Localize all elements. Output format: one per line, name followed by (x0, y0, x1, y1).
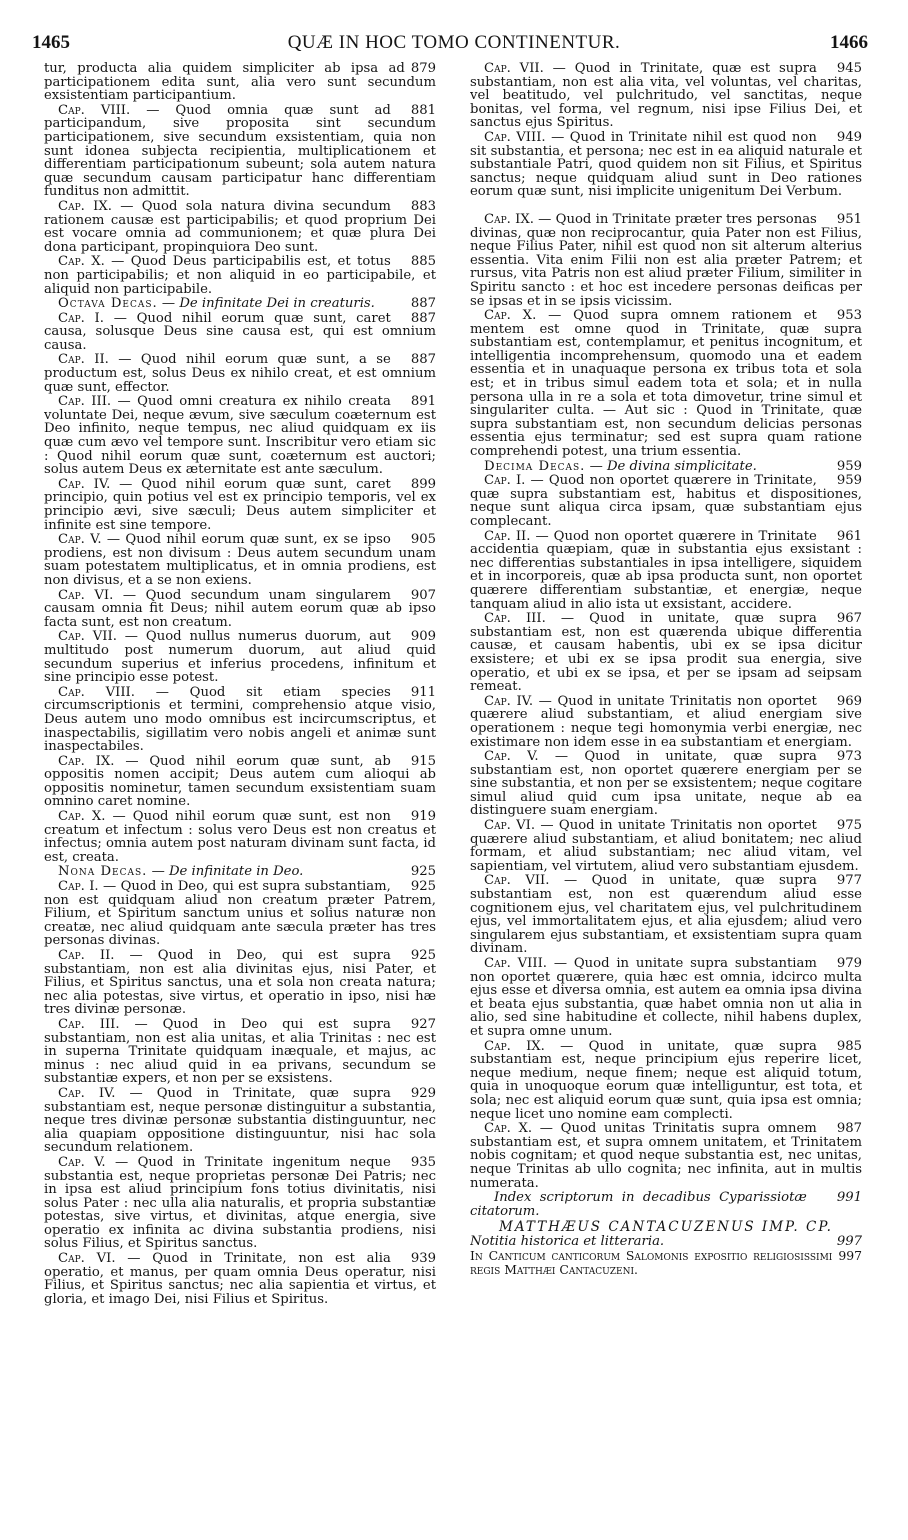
toc-entry-text: tur, producta alia quidem simpliciter ab ipsa ad participationem edita sunt, alia vero sunt secundum exsistentiam participantium. (44, 62, 436, 104)
chapter-label: Cap. I. (58, 879, 99, 895)
toc-entry-text: Quod sola natura divina secundum rationem causæ est participabilis; et quod proprium Dei est vocare omnia ad communionem; et quæ plura Dei dona participant, propinquiora Deo sunt. (44, 198, 436, 255)
toc-page-number: 967 (836, 611, 862, 627)
toc-page-number: 985 (836, 1038, 862, 1054)
toc-entry-text: Quod nihil eorum quæ sunt, ex se ipso prodiens, est non divisum : Deus autem secundum unam suam potestatem multiplicatus, et in omnia prodiens, est non divisus, et a se non exiens. (44, 532, 436, 588)
toc-page-number: 927 (410, 1016, 436, 1032)
toc-entry-text: Quod in unitate, quæ supra substantiam est, non oportet quærere energiam per se sine substantia, et non per se exsistentem; neque cogitare simul aliud quid cum ipsa unitate, neque ab ea distinguere suam energiam. (470, 749, 862, 819)
toc-entry-text: Quod nihil eorum quæ sunt, ab oppositis nomen accipit; Deus autem cum alioqui ab oppositis nominetur, tamen secundum exsistentiam suam omnino caret nomine. (44, 753, 436, 810)
chapter-label: Cap. V. (484, 749, 539, 765)
toc-entry-text: Quod in Trinitate nihil est quod non sit substantia, et persona; nec est in ea aliquid naturale et substantiale Patri, quod quidem non sit Filius, et Spiritus sanctus; neque quidquam aliud sunt in Deo rationes eorum quæ sunt, nisi implicite unigenitum Dei Verbum. (470, 129, 862, 200)
notitia-entry (470, 1235, 862, 1249)
chapter-label: Cap. VII. (484, 873, 550, 889)
chapter-label: Cap. IX. (484, 211, 534, 227)
toc-page-number: 887 (410, 296, 436, 312)
toc-entry-text: In Canticum canticorum Salomonis expositio religiosissimi regis Matthæi Cantacuzeni. (470, 1248, 833, 1278)
chapter-label: Cap. X. (58, 254, 105, 270)
toc-page-number: 907 (410, 587, 436, 603)
toc-entry: 919 Cap. X. — Quod nihil eorum quæ sunt, est non creatum et infectum : solus vero Deus est non creatus et infectus; omnia autem post naturam divinam sunt facta, id est, creata. (44, 809, 436, 865)
toc-page-number: 887 (410, 310, 436, 326)
chapter-label: Cap. V. (58, 1154, 106, 1170)
toc-entry: 961 Cap. II. — Quod non oportet quærere in Trinitate accidentia quæpiam, quæ in substantia ejus exsistant : nec differentias substantiales in ipsa intelligere, siquidem et in incorporeis, quæ ab ipsa producta sunt, non oportet quærere differentiam substantiæ, et energiæ, neque tanquam aliud in alio ista ut exsistant, accidere. (470, 528, 862, 612)
decas-heading: 887 Octava Decas. — De infinitate Dei in creaturis. (58, 296, 436, 312)
chapter-label: Cap. IX. (58, 198, 112, 214)
toc-entry: 899 Cap. IV. — Quod nihil eorum quæ sunt, caret principio, quin potius vel est ex principio temporis, vel ex principio ævi, sive sæculi; Deus autem simpliciter et infinite est sine tempore. (44, 476, 436, 533)
toc-page-number: 991 (836, 1190, 862, 1206)
toc-entry-text: Quod nihil eorum quæ sunt, est non creatum et infectum : solus vero Deus est non creatus et infectus; omnia autem post naturam divinam sunt facta, id est, creata. (44, 809, 436, 865)
chapter-label: Cap. VII. (484, 62, 544, 76)
decas-label: Nona Decas. (58, 864, 148, 880)
left-column (44, 62, 436, 1532)
chapter-label: Cap. VIII. (58, 684, 135, 700)
toc-entry-text: Quod in Trinitate ingenitum neque substantia est, neque proprietas personæ Dei Patris; nec in ipsa est aliud principium fons totius divinitatis, nisi solus Pater : nec ulla alia naturalis, et propria substantiæ potestas, sive virtus, et divinitas, atque energia, sive operatio ex infinita ac divina substantia prodiens, nisi solus Filius, et Spiritus sanctus. (44, 1154, 436, 1252)
toc-entry: 979 Cap. VIII. — Quod in unitate supra substantiam non oportet quærere, quia hæc est omnia, idcirco multa ejus esse et diversa omnia, est autem ea omnia ipsa divina et beata ejus substantia, quæ habet omnia non ut alia in alio, sed sine habitudine et collecte, nihil habens duplex, et supra omne unum. (470, 956, 862, 1039)
author-heading: MATTHÆUS CANTACUZENUS IMP. CP. (499, 1219, 833, 1236)
toc-entry: 929 Cap. IV. — Quod in Trinitate, quæ supra substantiam est, neque personæ distinguitur a substantia, neque tres divinæ personæ substantia distinguuntur, nec alia quapiam oppositione distinguuntur, nisi hac sola secundum relationem. (44, 1085, 436, 1156)
toc-entry: 987 Cap. X. — Quod unitas Trinitatis supra omnem substantiam est, et supra omnem unitatem, et Trinitatem nobis cognitam; et quod neque substantia est, nec unitas, neque Trinitas ab ullo cognita; nec infinita, aut in multis numerata. (470, 1121, 862, 1191)
toc-entry-text: Quod nihil eorum quæ sunt, a se productum est, solus Deus ex nihilo creat, et est omnium quæ sunt, effector. (44, 352, 436, 395)
decas-label: Decima Decas. (484, 458, 586, 474)
toc-entry-text: Quod nihil eorum quæ sunt, caret principio, quin potius vel est ex principio temporis, vel ex principio ævi, sive sæculi; Deus autem simpliciter et infinite est sine tempore. (44, 476, 436, 533)
toc-entry: 927 Cap. III. — Quod in Deo qui est supra substantiam, non est alia unitas, et alia Trinitas : nec est in superna Trinitate quidquam inæquale, et majus, ac minus : nec aliud quid in ea privans, secundum se substantiæ expers, et non per se exsistens. (44, 1016, 436, 1087)
toc-entry-text: Quod in Trinitate, quæ supra substantiam est, neque personæ distinguitur a substantia, neque tres divinæ personæ substantia distinguuntur, nec alia quapiam oppositione distinguuntur, nisi hac sola secundum relationem. (44, 1085, 436, 1156)
chapter-label: Cap. I. (484, 473, 526, 489)
running-title: QUÆ IN HOC TOMO CONTINENTUR. (287, 32, 621, 53)
toc-entry: 911 Cap. VIII. — Quod sit etiam species circumscriptionis et termini, comprehensio atque visio, Deus autem uno modo omnibus est incircumscriptus, et inaspectabilis, sigillatim vero nobis angeli et animæ sunt inaspectabiles. (44, 684, 436, 755)
toc-page-number: 881 (410, 102, 436, 118)
toc-page-number: 925 (410, 864, 436, 880)
toc-entry: 915 Cap. IX. — Quod nihil eorum quæ sunt, ab oppositis nomen accipit; Deus autem cum alioqui ab oppositis nominetur, tamen secundum exsistentiam suam omnino caret nomine. (44, 753, 436, 810)
toc-entry: 891 Cap. III. — Quod omni creatura ex nihilo creata voluntate Dei, neque ævum, sive sæculum coæternum est Deo infinito, neque tempus, nec aliud quidquam ex iis quæ cum ævo vel tempore sunt. Inscribitur vero etiam sic : Quod nihil eorum quæ sunt, coæternum est auctori; solus autem Deus ex æternitate est ante sæculum. (44, 394, 436, 478)
toc-entry-text: Quod in Trinitate præter tres personas divinas, quæ non reciprocantur, quia Pater non est Filius, neque Filius Pater, nihil est quod non sit alterum alterius essentia. Vita enim Filii non est alia præter Patrem; et rursus, vita Patris non est aliud præter Filium, similiter in Spiritu sancto : et hoc est incedere personas deificas per se ipsas et in se ipsis vicissim. (470, 211, 862, 309)
chapter-label: Cap. IV. (484, 693, 534, 709)
toc-entry: 881 Cap. VIII. — Quod omnia quæ sunt ad participandum, sive proposita sint secundum participationem, sive secundum exsistentiam, quia non sunt idonea subjecta recipientia, multiplicationem et differentiam participationum subeunt; sola autem natura quæ secundum causam participatur hanc differentiam funditus non admittit. (44, 102, 436, 200)
toc-page-number: 929 (410, 1085, 436, 1101)
chapter-label: Cap. X. (484, 308, 537, 324)
chapter-label: Cap. V. (58, 532, 102, 548)
toc-entry: 883 Cap. IX. — Quod sola natura divina secundum rationem causæ est participabilis; et quod proprium Dei est vocare omnia ad communionem; et quæ plura Dei dona participant, propinquiora Deo sunt. (44, 198, 436, 255)
chapter-label: Cap. III. (58, 1016, 120, 1032)
page-number-left: 1465 (32, 32, 70, 53)
toc-page-number: 887 (410, 352, 436, 368)
toc-entry: 925 Cap. I. — Quod in Deo, qui est supra substantiam, non est quidquam aliud non creatum præter Patrem, Filium, et Spiritum sanctum unius et solius naturæ non creatæ, nec aliud quidquam ante sæcula præter has tres personas divinas. (44, 879, 436, 949)
toc-entry-text: Quod secundum unam singularem causam omnia fit Deus; nihil autem eorum quæ ab ipso facta sunt, est non creatum. (44, 587, 436, 630)
toc-page-number: 977 (836, 873, 862, 889)
toc-entry: 985 Cap. IX. — Quod in unitate, quæ supra substantiam est, neque principium ejus reperire licet, neque medium, neque finem; neque est aliquid totum, quia in unoquoque eorum quæ intelliguntur, est tota, et sola; nec est aliquid eorum quæ sunt, quia ipsa est omnia; neque licet uno nomine eam complecti. (470, 1038, 862, 1122)
toc-page-number: 915 (410, 753, 436, 769)
decas-title: De divina simplicitate. (606, 458, 757, 474)
chapter-label: Cap. VI. (58, 587, 114, 603)
toc-entry-text: Quod in Trinitate, non est alia operatio, et manus, per quam omnia Deus operatur, nisi Filius, et Spiritus sanctus; nec alia sapientia et virtus, et gloria, et imago Dei, nisi Filius et Spiritus. (44, 1251, 436, 1307)
page-number-right: 1466 (830, 32, 868, 53)
toc-entry: 977 Cap. VII. — Quod in unitate, quæ supra substantiam est, non est quærendum aliud esse cognitionem ejus, vel charitatem ejus, vel pulchritudinem ejus, vel immortalitatem ejus, et alia ejusdem; aliud vero singularem ejus substantiam, et exsistentiam supra quam divinam. (470, 873, 862, 957)
index-entry (470, 1191, 862, 1218)
toc-page-number: 879 (410, 62, 436, 76)
decas-heading: 925 Nona Decas. — De infinitate in Deo. (58, 864, 436, 880)
toc-entry: 969 Cap. IV. — Quod in unitate Trinitatis non oportet quærere aliud substantiam, et aliud energiam sive operationem : neque tegi homonymia verbi energiæ, nec existimare non idem esse in ea substantiam et energiam. (470, 693, 862, 750)
toc-entry: 945 Cap. VII. — Quod in Trinitate, quæ est supra substantiam, non est alia vita, vel voluntas, vel charitas, vel beatitudo, vel pulchritudo, vel sanctitas, neque bonitas, vel forma, vel regnum, nisi ipse Filius Dei, et sanctus ejus Spiritus. (470, 62, 862, 131)
chapter-label: Cap. I. (58, 310, 104, 326)
toc-page-number: 925 (410, 879, 436, 895)
toc-entry-text: Quod omnia quæ sunt ad participandum, sive proposita sint secundum participationem, sive secundum exsistentiam, quia non sunt idonea subjecta recipientia, multiplicationem et differentiam participationum subeunt; sola autem natura quæ secundum causam participatur hanc differentiam funditus non admittit. (44, 102, 436, 200)
chapter-label: Cap. VIII. (484, 956, 547, 971)
toc-entry: 959 Cap. I. — Quod non oportet quærere in Trinitate, quæ supra substantiam est, habitus et dispositiones, neque sunt aliqua circa ipsam, quæ substantiam ejus complecant. (470, 473, 862, 529)
toc-page-number: 959 (836, 458, 862, 474)
toc-entry: 887 Cap. II. — Quod nihil eorum quæ sunt, a se productum est, solus Deus ex nihilo creat, et est omnium quæ sunt, effector. (44, 352, 436, 395)
toc-page-number: 997 (836, 1233, 862, 1249)
toc-page-number: 945 (836, 62, 862, 76)
chapter-label: Cap. IX. (58, 753, 115, 769)
toc-entry-text: Quod unitas Trinitatis supra omnem substantiam est, et supra omnem unitatem, et Trinitatem nobis cognitam; et quod neque substantia est, nec unitas, neque Trinitas ab ullo cognita; nec infinita, aut in multis numerata. (470, 1121, 862, 1191)
toc-entry: 887 Cap. I. — Quod nihil eorum quæ sunt, caret causa, solusque Deus sine causa est, qui est omnium causa. (44, 310, 436, 353)
chapter-label: Cap. III. (58, 394, 112, 410)
decas-title: De infinitate Dei in creaturis. (179, 296, 375, 312)
toc-entry-text: Quod in unitate, quæ supra substantiam est, non est quærenda ubique differentia causæ, et causam habentis, ubi ex se ipsa dicitur exsistere; et ubi ex se ipsa prodit sua energia, sive operatio, et ubi ex se ipsa, et per se ipsam ad seipsam remeat. (470, 611, 862, 695)
toc-page-number: 979 (836, 956, 862, 971)
toc-entry-text: Quod in unitate Trinitatis non oportet quærere aliud substantiam, et aliud bonitatem; nec aliud formam, et aliud substantiam; nec aliud vitam, vel sapientiam, vel virtutem, aliud vero substantiam ejusdem. (470, 818, 862, 874)
toc-entry-text: Quod non oportet quærere in Trinitate accidentia quæpiam, quæ in substantia ejus exsistant : nec differentias substantiales in ipsa intelligere, siquidem et in incorporeis, quæ ab ipsa producta sunt, non oportet quærere differentiam substantiæ, et energiæ, neque tanquam aliud in alio ista ut exsistant, accidere. (470, 528, 862, 612)
toc-page-number: 935 (410, 1154, 436, 1170)
toc-entry-text: Index scriptorum in decadibus Cyparissiotæ citatorum. (470, 1190, 807, 1219)
decas-heading: 959 Decima Decas. — De divina simplicitate. (484, 458, 862, 474)
toc-entry: 905 Cap. V. — Quod nihil eorum quæ sunt, ex se ipso prodiens, est non divisum : Deus autem secundum unam suam potestatem multiplicatus, et in omnia prodiens, est non divisus, et a se non exiens. (44, 532, 436, 588)
chapter-label: Cap. III. (484, 611, 546, 627)
toc-entry-text: Quod in Deo qui est supra substantiam, non est alia unitas, et alia Trinitas : nec est in superna Trinitate quidquam inæquale, et majus, ac minus : nec aliud quid in ea privans, secundum se substantiæ expers, et non per se exsistens. (44, 1016, 436, 1087)
chapter-label: Cap. II. (58, 352, 109, 368)
chapter-label: Cap. IV. (58, 1085, 116, 1101)
toc-page-number: 959 (836, 473, 862, 489)
chapter-label: Cap. VI. (58, 1251, 116, 1267)
toc-entry: 949 Cap. VIII. — Quod in Trinitate nihil est quod non sit substantia, et persona; nec est in ea aliquid naturale et substantiale Patri, quod quidem non sit Filius, et Spiritus sanctus; neque quidquam aliud sunt in Deo rationes eorum quæ sunt, nisi implicite unigenitum Dei Verbum. (470, 129, 862, 200)
toc-entry-text: Quod in unitate supra substantiam non oportet quærere, quia hæc est omnia, idcirco multa ejus esse et diversa omnia, est autem ea omnia ipsa divina et beata ejus substantia, quæ habet omnia non ut alia in alio, sed sine habitudine et collecte, nihil habens duplex, et supra omne unum. (470, 956, 862, 1039)
toc-page-number: 905 (410, 532, 436, 548)
toc-entry: 935 Cap. V. — Quod in Trinitate ingenitum neque substantia est, neque proprietas personæ Dei Patris; nec in ipsa est aliud principium fons totius divinitatis, nisi solus Pater : nec ulla alia naturalis, et propria substantiæ potestas, sive virtus, et divinitas, atque energia, sive operatio ex infinita ac divina substantia prodiens, nisi solus Filius, et Spiritus sanctus. (44, 1154, 436, 1252)
toc-page-number: 899 (410, 476, 436, 492)
toc-page-number: 885 (410, 254, 436, 270)
toc-page-number: 891 (410, 394, 436, 410)
toc-entry: 925 Cap. II. — Quod in Deo, qui est supra substantiam, non est alia divinitas ejus, nisi Pater, et Filius, et Spiritus sanctus, una et sola non creata natura; nec alia potestas, sive virtus, et operatio in ipso, nisi hæ tres divinæ personæ. (44, 948, 436, 1018)
toc-page-number: 961 (836, 528, 862, 544)
toc-entry-text: Quod nihil eorum quæ sunt, caret causa, solusque Deus sine causa est, qui est omnium causa. (44, 310, 436, 353)
chapter-label: Cap. IX. (484, 1038, 545, 1054)
chapter-label: Cap. X. (484, 1121, 533, 1137)
page-header (0, 32, 908, 62)
toc-entry: 907 Cap. VI. — Quod secundum unam singularem causam omnia fit Deus; nihil autem eorum quæ ab ipso facta sunt, est non creatum. (44, 587, 436, 630)
toc-entry-text: Quod in Trinitate, quæ est supra substantiam, non est alia vita, vel voluntas, vel charitas, vel beatitudo, vel pulchritudo, vel sanctitas, neque bonitas, vel forma, vel regnum, nisi ipse Filius Dei, et sanctus ejus Spiritus. (470, 62, 862, 131)
toc-entry-text: Quod nullus numerus duorum, aut multitudo post numerum duorum, aut aliud quid secundum superius et inferius procedens, infinitum et sine principio esse potest. (44, 629, 436, 686)
chapter-label: Cap. II. (58, 948, 115, 963)
toc-entry-text: Quod supra omnem rationem et mentem est omne quod in Trinitate, quæ supra substantiam est, contemplamur, et penitus incognitum, et intelligentia incomprehensum, quomodo una et eadem essentia et in unaquaque persona ex tribus tota et sola est; et in tribus simul eadem tota et sola; et in nulla persona ulla in re a sola et tota dimovetur, trine simul et singulariter culta. — Aut sic : Quod in Trinitate, quæ supra substantiam est, non secundum delicias personas essentia ejus terminatur; sed est supra quam ratione comprehendi potest, una trium essentia. (470, 308, 862, 460)
toc-entry: 939 Cap. VI. — Quod in Trinitate, non est alia operatio, et manus, per quam omnia Deus operatur, nisi Filius, et Spiritus sanctus; nec alia sapientia et virtus, et gloria, et imago Dei, nisi Filius et Spiritus. (44, 1251, 436, 1307)
toc-page-number: 973 (836, 749, 862, 765)
chapter-label: Cap. X. (58, 809, 106, 825)
chapter-label: Cap. VIII. (484, 129, 546, 145)
toc-page-number: 975 (836, 818, 862, 834)
toc-entry-text: Quod omni creatura ex nihilo creata voluntate Dei, neque ævum, sive sæculum coæternum est Deo infinito, neque tempus, nec aliud quidquam ex iis quæ cum ævo vel tempore sunt. Inscribitur vero etiam sic : Quod nihil eorum quæ sunt, coæternum est auctori; solus autem Deus ex æternitate est ante sæculum. (44, 394, 436, 478)
toc-page-number: 919 (410, 809, 436, 825)
toc-entry: 909 Cap. VII. — Quod nullus numerus duorum, aut multitudo post numerum duorum, aut aliud quid secundum superius et inferius procedens, infinitum et sine principio esse potest. (44, 629, 436, 686)
toc-entry (44, 62, 436, 103)
toc-entry-text: Quod in unitate Trinitatis non oportet quærere aliud substantiam, et aliud energiam sive operationem : neque tegi homonymia verbi energiæ, nec existimare non idem esse in ea substantiam et energiam. (470, 693, 862, 750)
toc-entry-text: Quod sit etiam species circumscriptionis et termini, comprehensio atque visio, Deus autem uno modo omnibus est incircumscriptus, et inaspectabilis, sigillatim vero nobis angeli et animæ sunt inaspectabiles. (44, 684, 436, 755)
toc-entry-text: Quod non oportet quærere in Trinitate, quæ supra substantiam est, habitus et dispositiones, neque sunt aliqua circa ipsam, quæ substantiam ejus complecant. (470, 473, 862, 529)
work-entry (470, 1249, 862, 1276)
toc-page-number: 951 (836, 211, 862, 227)
decas-title: De infinitate in Deo. (168, 864, 304, 880)
toc-entry: 885 Cap. X. — Quod Deus participabilis est, et totus non participabilis; et non aliquid in eo participabile, et aliquid non participabile. (44, 254, 436, 297)
toc-entry-text: Quod in unitate, quæ supra substantiam est, neque principium ejus reperire licet, neque medium, neque finem; neque est aliquid totum, quia in unoquoque eorum quæ intelliguntur, est tota, et sola; nec est aliquid eorum quæ sunt, quia ipsa est omnia; neque licet uno nomine eam complecti. (470, 1038, 862, 1122)
toc-entry: 975 Cap. VI. — Quod in unitate Trinitatis non oportet quærere aliud substantiam, et aliud bonitatem; nec aliud formam, et aliud substantiam; nec aliud vitam, vel sapientiam, vel virtutem, aliud vero substantiam ejusdem. (470, 818, 862, 874)
toc-entry-text: Quod in unitate, quæ supra substantiam est, non est quærendum aliud esse cognitionem ejus, vel charitatem ejus, vel pulchritudinem ejus, vel immortalitatem ejus, et alia ejusdem; aliud vero singularem ejus substantiam, et exsistentiam supra quam divinam. (470, 873, 862, 957)
toc-page-number: 997 (838, 1248, 862, 1264)
toc-entry-text: Quod in Deo, qui est supra substantiam, non est alia divinitas ejus, nisi Pater, et Filius, et Spiritus sanctus, una et sola non creata natura; nec alia potestas, sive virtus, et operatio in ipso, nisi hæ tres divinæ personæ. (44, 948, 436, 1018)
toc-page-number: 987 (836, 1121, 862, 1137)
toc-entry: 953 Cap. X. — Quod supra omnem rationem et mentem est omne quod in Trinitate, quæ supra substantiam est, contemplamur, et penitus incognitum, et intelligentia incomprehensum, quomodo una et eadem essentia et in unaquaque persona ex tribus tota et sola est; et in tribus simul eadem tota et sola; et in nulla persona ulla in re a sola et tota dimovetur, trine simul et singulariter culta. — Aut sic : Quod in Trinitate, quæ supra substantiam est, non secundum delicias personas essentia ejus terminatur; sed est supra quam ratione comprehendi potest, una trium essentia. (470, 308, 862, 460)
toc-page-number: 953 (836, 308, 862, 324)
toc-page-number: 925 (410, 948, 436, 963)
toc-entry: 973 Cap. V. — Quod in unitate, quæ supra substantiam est, non oportet quærere energiam per se sine substantia, et non per se exsistentem; neque cogitare simul aliud quid cum ipsa unitate, neque ab ea distinguere suam energiam. (470, 749, 862, 819)
toc-entry-text: Quod Deus participabilis est, et totus non participabilis; et non aliquid in eo participabile, et aliquid non participabile. (44, 254, 436, 297)
chapter-label: Cap. VIII. (58, 102, 131, 118)
chapter-label: Cap. II. (484, 528, 531, 544)
toc-page-number: 883 (410, 198, 436, 214)
toc-page-number: 909 (410, 629, 436, 645)
chapter-label: Cap. VII. (58, 629, 117, 645)
toc-entry-text: Quod in Deo, qui est supra substantiam, non est quidquam aliud non creatum præter Patrem, Filium, et Spiritum sanctum unius et solius naturæ non creatæ, nec aliud quidquam ante sæcula præter has tres personas divinas. (44, 879, 436, 949)
chapter-label: Cap. IV. (58, 476, 111, 492)
toc-page-number: 969 (836, 693, 862, 709)
toc-entry: 967 Cap. III. — Quod in unitate, quæ supra substantiam est, non est quærenda ubique differentia causæ, et causam habentis, ubi ex se ipsa dicitur exsistere; et ubi ex se ipsa prodit sua energia, sive operatio, et ubi ex se ipsa, et per se ipsam ad seipsam remeat. (470, 611, 862, 695)
toc-page-number: 939 (410, 1251, 436, 1267)
toc-page-number: 911 (410, 684, 436, 700)
chapter-label: Cap. VI. (484, 818, 536, 834)
toc-entry: 951 Cap. IX. — Quod in Trinitate præter tres personas divinas, quæ non reciprocantur, quia Pater non est Filius, neque Filius Pater, nihil est quod non sit alterum alterius essentia. Vita enim Filii non est alia præter Patrem; et rursus, vita Patris non est aliud præter Filium, similiter in Spiritu sancto : et hoc est incedere personas deificas per se ipsas et in se ipsis vicissim. (470, 211, 862, 309)
toc-entry-text: Notitia historica et litteraria. (470, 1233, 665, 1249)
right-column (470, 62, 862, 1532)
decas-label: Octava Decas. (58, 296, 158, 312)
toc-page-number: 949 (836, 129, 862, 145)
